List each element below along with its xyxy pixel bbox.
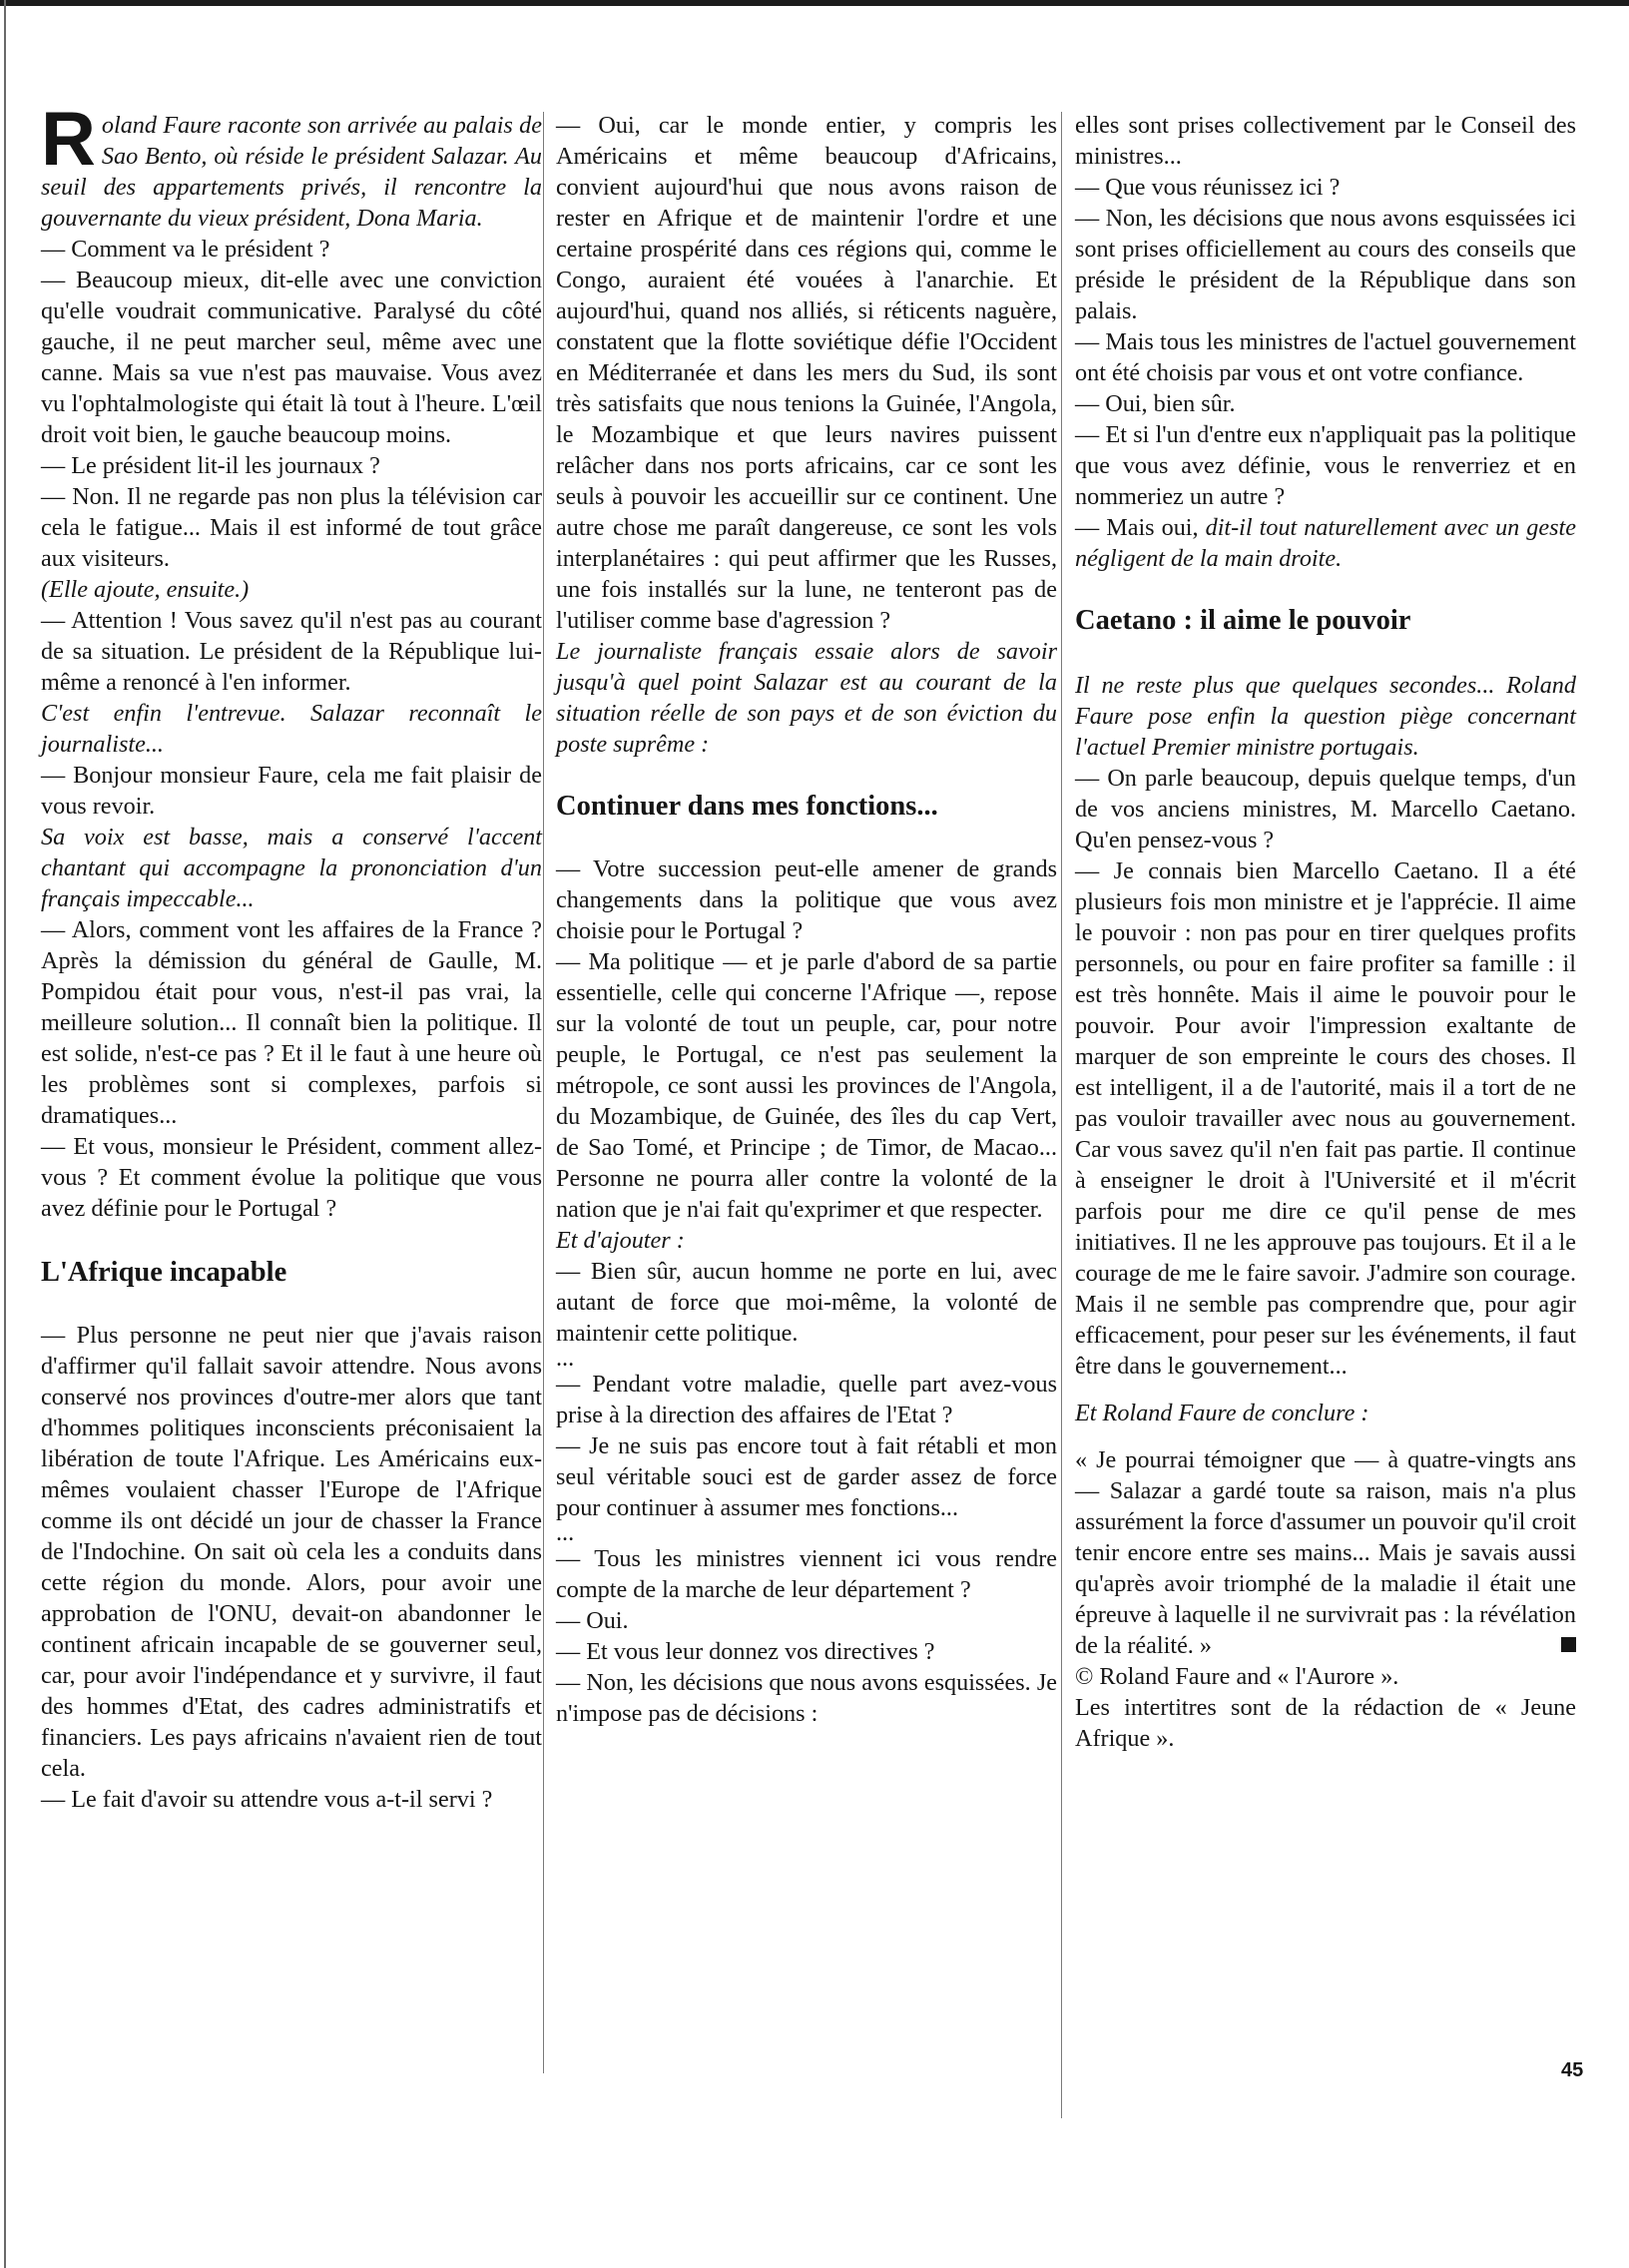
paragraph: — Ma politique — et je parle d'abord de sa partie essentielle, celle qui concerne l'Afrique —, repose sur la volonté de tout un peuple, car, pour notre peuple, le Portugal, ce n'est pas seulement la métropole, ce sont aussi les provinces de l'Angola, du Mozambique, de Guinée, des îles du cap Vert, de Sao Tomé, et Principe ; de Timor, de Macao... Personne ne pourra aller contre la volonté de la nation que je n'ai fait qu'exprimer et que respecter. (556, 948, 1057, 1223)
paragraph: — Et si l'un d'entre eux n'appliquait pas la politique que vous avez définie, vous le renverriez et en nommeriez un autre ? (1075, 421, 1576, 510)
quote-start: — Mais oui, (1075, 514, 1199, 541)
paragraph: — On parle beaucoup, depuis quelque temps, d'un de vos anciens ministres, M. Marcello Caetano. Qu'en pensez-vous ? (1075, 765, 1576, 853)
column-divider (1061, 112, 1062, 2118)
paragraph: — Alors, comment vont les affaires de la France ? Après la démission du général de Gaulle, M. Pompidou était pour vous, n'est-il pas vrai, la meilleure solution... Il connaît bien la politique. Il est solide, n'est-ce pas ? Et il le faut à une heure où les problèmes sont si complexes, parfois si dramatiques... (41, 916, 542, 1129)
italic-narration: C'est enfin l'entrevue. Salazar reconnaît le journaliste... (41, 700, 542, 758)
page-number: 45 (1561, 2059, 1584, 2081)
paragraph: — Bien sûr, aucun homme ne porte en lui, avec autant de force que moi-même, la volonté de maintenir cette politique. (556, 1258, 1057, 1347)
paragraph: — Mais tous les ministres de l'actuel gouvernement ont été choisis par vous et ont votre confiance. (1075, 328, 1576, 386)
paragraph: — Je connais bien Marcello Caetano. Il a été plusieurs fois mon ministre et je l'apprécie. Il aime le pouvoir : non pas pour en tirer quelques profits personnels, ou pour en faire profiter sa famille : il est très honnête. Mais il aime le pouvoir pour le pouvoir. Pour avoir l'impression exaltante de marquer de son empreinte le cours des choses. Il est intelligent, il a de l'autorité, mais il a tort de ne pas vouloir travailler avec nous au gouvernement. Car vous savez qu'il n'en fait pas partie. Il continue à enseigner le droit à l'Université et il m'écrit parfois pour me dire ce qu'il pense de mes initiatives. Il ne les approuve pas toujours. Et il a le courage de me le faire savoir. J'admire son courage. Mais il ne semble pas comprendre que, pour agir efficacement, pour peser sur les événements, il faut être dans le gouvernement... (1075, 857, 1576, 1380)
ellipsis-separator: ... (556, 1345, 575, 1372)
paragraph: — Oui. (556, 1607, 629, 1634)
paragraph: — Je ne suis pas encore tout à fait rétabli et mon seul véritable souci est de garder assez de force pour continuer à assumer mes fonctions... (556, 1432, 1057, 1521)
italic-narration: Il ne reste plus que quelques secondes... Roland Faure pose enfin la question piège concernant l'actuel Premier ministre portugais. (1075, 672, 1576, 761)
paragraph: elles sont prises collectivement par le Conseil des ministres... (1075, 112, 1576, 170)
italic-narration: Et d'ajouter : (556, 1227, 685, 1254)
paragraph: — Le président lit-il les journaux ? (41, 452, 380, 479)
paragraph: — Pendant votre maladie, quelle part avez-vous prise à la direction des affaires de l'Etat ? (556, 1371, 1057, 1428)
paragraph: — Comment va le président ? (41, 236, 330, 263)
section-heading: Caetano : il aime le pouvoir (1075, 605, 1411, 636)
ellipsis-separator: ... (556, 1519, 575, 1546)
section-heading: L'Afrique incapable (41, 1257, 287, 1288)
left-border-rule (4, 0, 6, 2268)
paragraph: — Attention ! Vous savez qu'il n'est pas au courant de sa situation. Le président de la République lui-même a renoncé à l'en informer. (41, 607, 542, 696)
copyright-line: © Roland Faure and « l'Aurore ». (1075, 1663, 1399, 1690)
paragraph: — Bonjour monsieur Faure, cela me fait plaisir de vous revoir. (41, 762, 542, 820)
paragraph: — Oui, bien sûr. (1075, 390, 1236, 417)
article-column-1 (41, 97, 542, 1815)
spacer (1075, 1428, 1576, 1444)
intro-text: oland Faure raconte son arrivée au palais de Sao Bento, où réside le président Salazar. Au seuil des appartements privés, il rencontre la gouvernante du vieux président, Dona Maria. (41, 112, 542, 232)
paragraph: — Non, les décisions que nous avons esquissées ici sont prises officiellement au cours des conseils que préside le président de la République dans son palais. (1075, 205, 1576, 324)
italic-narration: Sa voix est basse, mais a conservé l'accent chantant qui accompagne la prononciation d'un français impeccable... (41, 824, 542, 912)
article-column-3 (1075, 110, 1576, 1754)
drop-cap: R (41, 97, 96, 182)
spacer (1075, 1382, 1576, 1398)
paragraph: — Beaucoup mieux, dit-elle avec une conviction qu'elle voudrait communicative. Paralysé du côté gauche, il ne peut marcher seul, même avec une canne. Mais sa vue n'est pas mauvaise. Vous avez vu l'ophtalmologiste qui était là tout à l'heure. L'œil droit voit bien, le gauche beaucoup moins. (41, 267, 542, 448)
paragraph: — Que vous réunissez ici ? (1075, 174, 1341, 201)
italic-narration: Le journaliste français essaie alors de savoir jusqu'à quel point Salazar est au courant de la situation réelle de son pays et de son éviction du poste suprême : (556, 638, 1057, 758)
italic-narration: dit-il tout naturellement avec un geste négligent de la main droite. (1075, 514, 1576, 572)
paragraph: — Tous les ministres viennent ici vous rendre compte de la marche de leur département ? (556, 1545, 1057, 1603)
paragraph: — Non, les décisions que nous avons esquissées. Je n'impose pas de décisions : (556, 1669, 1057, 1727)
paragraph: — Et vous, monsieur le Président, comment allez-vous ? Et comment évolue la politique que vous avez définie pour le Portugal ? (41, 1133, 542, 1222)
end-of-article-mark (1561, 1637, 1576, 1652)
closing-quote-paragraph (1075, 1444, 1576, 1661)
italic-aside: (Elle ajoute, ensuite.) (41, 576, 250, 603)
paragraph: — Oui, car le monde entier, y compris les Américains et même beaucoup d'Africains, convient aujourd'hui que nous avons raison de rester en Afrique et de maintenir l'ordre et une certaine prospérité dans ces régions qui, comme le Congo, auraient été vouées à l'anarchie. Et aujourd'hui, quand nos alliés, si réticents naguère, constatent que la flotte soviétique défie l'Occident en Méditerranée et dans les mers du Sud, ils sont très satisfaits que nous tenions la Guinée, l'Angola, le Mozambique et que leurs navires puissent relâcher dans nos ports africains, car ce sont les seuls à pouvoir les accueillir sur ce continent. Une autre chose me paraît dangereuse, ce sont les vols interplanétaires : qui peut affirmer que les Russes, une fois installés sur la lune, ne tenteront pas de l'utiliser comme base d'agression ? (556, 112, 1057, 634)
italic-narration: Et Roland Faure de conclure : (1075, 1400, 1369, 1426)
paragraph: — Non. Il ne regarde pas non plus la télévision car cela le fatigue... Mais il est informé de tout grâce aux visiteurs. (41, 483, 542, 572)
top-border-rule (0, 0, 1629, 6)
paragraph-with-italic (1075, 512, 1576, 574)
paragraph: — Votre succession peut-elle amener de grands changements dans la politique que vous avez choisie pour le Portugal ? (556, 855, 1057, 944)
article-column-2 (556, 110, 1057, 1729)
paragraph: — Le fait d'avoir su attendre vous a-t-il servi ? (41, 1786, 493, 1813)
column-divider (543, 112, 544, 2073)
closing-quote-text: « Je pourrai témoigner que — à quatre-vingts ans — Salazar a gardé toute sa raison, mais n'a plus assurément la force d'assumer un pouvoir qu'il croit tenir encore entre ses mains... Mais je savais aussi qu'après avoir triomphé de la maladie il était une épreuve à laquelle il ne survivrait pas : la révélation de la réalité. » (1075, 1446, 1576, 1659)
paragraph: — Et vous leur donnez vos directives ? (556, 1638, 935, 1665)
intro-paragraph (41, 97, 542, 234)
paragraph: — Plus personne ne peut nier que j'avais raison d'affirmer qu'il fallait savoir attendre. Nous avons conservé nos provinces d'outre-mer alors que tant d'hommes politiques inconscients préconisaient la libération de toute l'Afrique. Les Américains eux-mêmes voulaient chasser l'Europe de l'Afrique comme ils ont décidé un jour de chasser la France de l'Indochine. On sait où cela les a conduits dans cette région du monde. Alors, pour avoir une approbation de l'ONU, devait-on abandonner le continent africain incapable de se gouverner seul, car, pour avoir l'indépendance et y survivre, il faut des hommes d'Etat, des cadres administratifs et financiers. Les pays africains n'avaient rien de tout cela. (41, 1322, 542, 1782)
credit-line: Les intertitres sont de la rédaction de « Jeune Afrique ». (1075, 1694, 1576, 1752)
section-heading: Continuer dans mes fonctions... (556, 791, 938, 822)
